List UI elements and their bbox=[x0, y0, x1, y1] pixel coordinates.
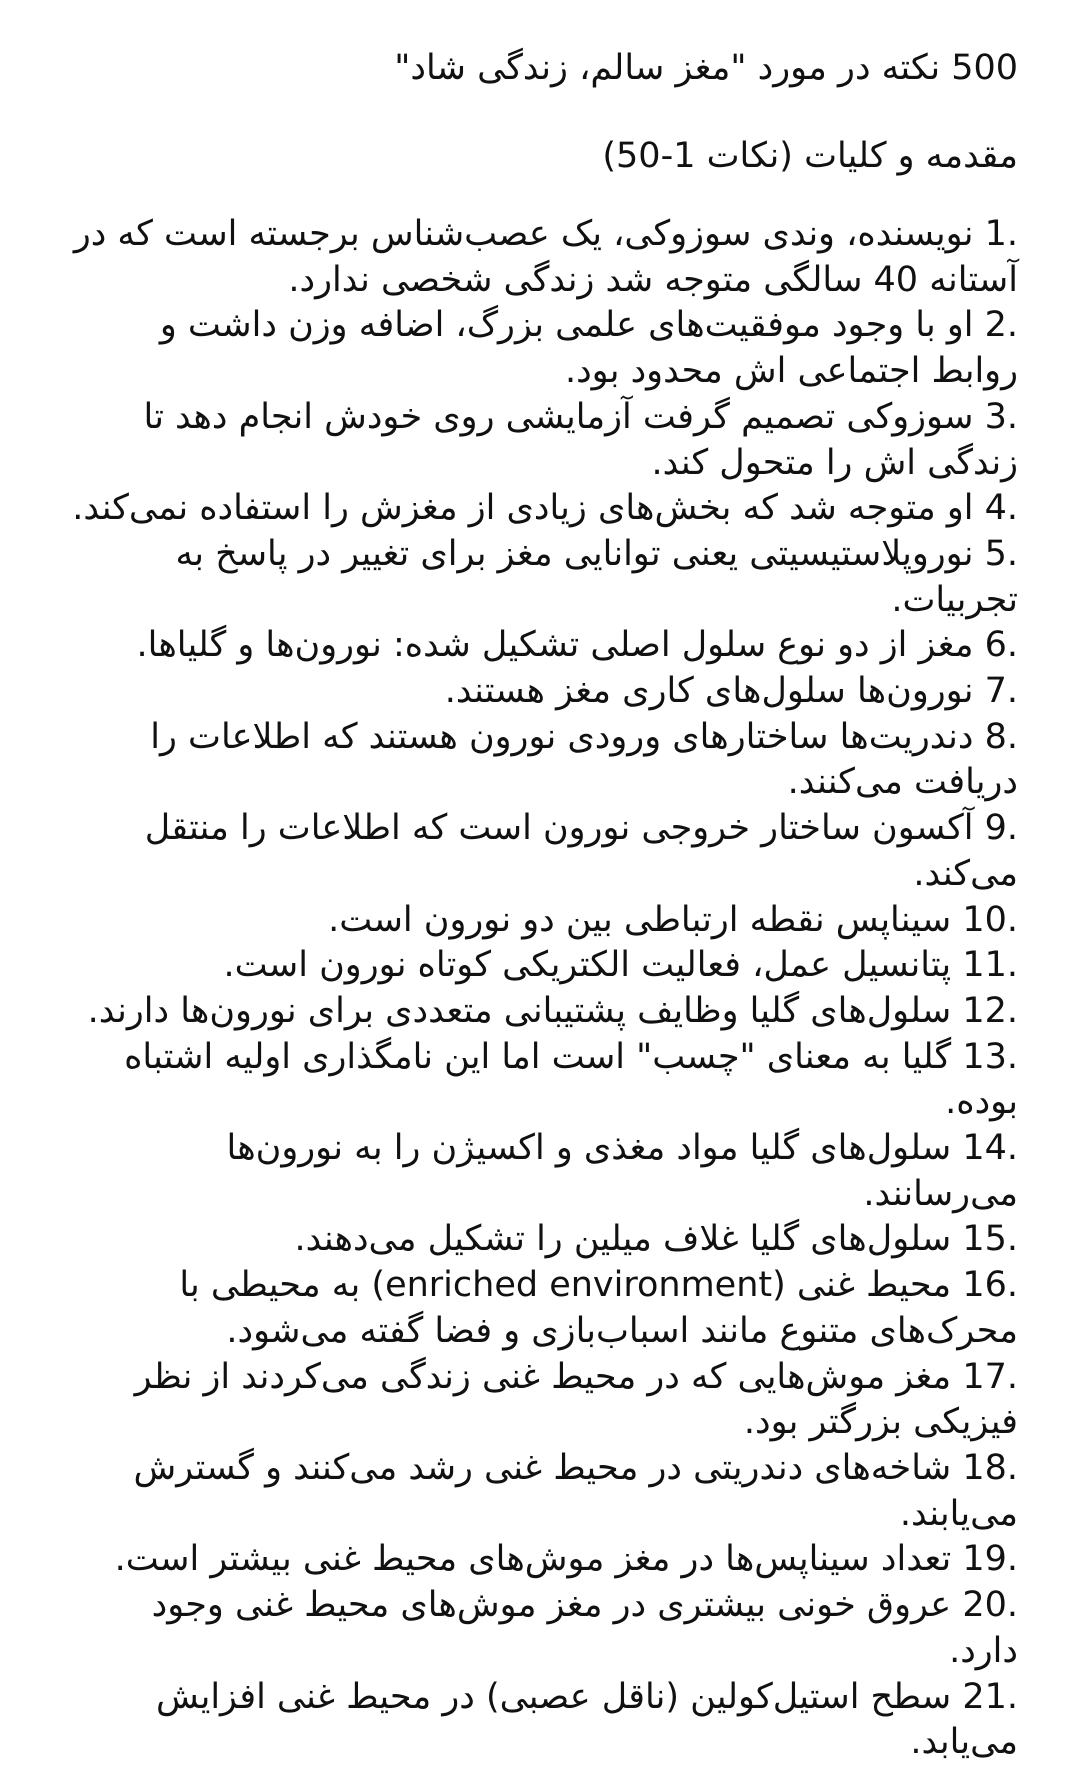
list-item-text: سطح استیل‌کولین (ناقل عصبی) در محیط غنی افزایش می‌یابد. bbox=[155, 1676, 1018, 1763]
list-item-text: مغز از دو نوع سلول اصلی تشکیل شده: نورون‌ها و گلیاها. bbox=[136, 625, 974, 666]
section-heading: مقدمه و کلیات (نکات 1-50) bbox=[602, 136, 1018, 176]
list-item-text: سوزوکی تصمیم گرفت آزمایشی روی خودش انجام دهد تا زندگی اش را متحول کند. bbox=[143, 396, 1018, 483]
list-item-number: 13. bbox=[962, 1036, 1018, 1077]
list-item bbox=[72, 1035, 1018, 1126]
points-list bbox=[72, 212, 1018, 1766]
list-item-number: 2. bbox=[984, 305, 1018, 346]
list-item-number: 17. bbox=[962, 1356, 1018, 1397]
list-item bbox=[72, 806, 1018, 897]
list-item-number: 12. bbox=[962, 990, 1018, 1031]
document-title: 500 نکته در مورد "مغز سالم، زندگی شاد" bbox=[394, 48, 1018, 88]
list-item bbox=[72, 395, 1018, 486]
list-item-number: 9. bbox=[984, 808, 1018, 849]
list-item bbox=[72, 623, 1018, 669]
list-item-number: 10. bbox=[962, 899, 1018, 940]
list-item-text: آکسون ساختار خروجی نورون است که اطلاعات را منتقل می‌کند. bbox=[144, 808, 1018, 894]
list-item-number: 11. bbox=[962, 945, 1018, 986]
list-item-number: 18. bbox=[962, 1447, 1018, 1488]
list-item-text: دندریت‌ها ساختارهای ورودی نورون هستند که اطلاعات را دریافت می‌کنند. bbox=[150, 716, 1018, 803]
list-item-number: 14. bbox=[962, 1128, 1018, 1169]
list-item-number: 20. bbox=[962, 1585, 1018, 1626]
list-item-number: 15. bbox=[962, 1219, 1018, 1260]
list-item-text: نورون‌ها سلول‌های کاری مغز هستند. bbox=[444, 671, 974, 712]
list-item bbox=[72, 1217, 1018, 1263]
list-item bbox=[72, 1675, 1018, 1766]
list-item-number: 19. bbox=[962, 1539, 1018, 1580]
list-item bbox=[72, 303, 1018, 394]
list-item-number: 4. bbox=[984, 488, 1018, 529]
list-item-text: سلول‌های گلیا مواد مغذی و اکسیژن را به نورون‌ها می‌رسانند. bbox=[226, 1128, 1018, 1214]
list-item-number: 16. bbox=[962, 1265, 1018, 1306]
list-item-number: 6. bbox=[984, 625, 1018, 666]
list-item bbox=[72, 669, 1018, 715]
list-item bbox=[72, 1263, 1018, 1354]
list-item-text: تعداد سیناپس‌ها در مغز موش‌های محیط غنی بیشتر است. bbox=[114, 1539, 952, 1580]
list-item-number: 21. bbox=[962, 1676, 1018, 1717]
list-item-text: نوروپلاستیسیتی یعنی توانایی مغز برای تغییر در پاسخ به تجربیات. bbox=[175, 533, 1018, 620]
list-item bbox=[72, 989, 1018, 1035]
list-item bbox=[72, 943, 1018, 989]
list-item bbox=[72, 1537, 1018, 1583]
list-item-text: نویسنده، وندی سوزوکی، یک عصب‌شناس برجسته است که در آستانه 40 سالگی متوجه شد زندگی شخصی ندارد. bbox=[73, 214, 1018, 300]
list-item bbox=[72, 212, 1018, 303]
list-item bbox=[72, 1126, 1018, 1217]
list-item-text: محیط غنی (enriched environment) به محیطی با محرک‌های متنوع مانند اسباب‌بازی و فضا گفته می‌شود. bbox=[179, 1265, 1018, 1351]
list-item-text: عروق خونی بیشتری در مغز موش‌های محیط غنی وجود دارد. bbox=[151, 1585, 1018, 1671]
list-item bbox=[72, 898, 1018, 944]
list-item-number: 3. bbox=[984, 396, 1018, 437]
list-item-number: 5. bbox=[984, 533, 1018, 574]
list-item-text: سلول‌های گلیا وظایف پشتیبانی متعددی برای نورون‌ها دارند. bbox=[87, 990, 952, 1031]
list-item bbox=[72, 486, 1018, 532]
list-item-text: سیناپس نقطه ارتباطی بین دو نورون است. bbox=[328, 899, 952, 940]
list-item-text: شاخه‌های دندریتی در محیط غنی رشد می‌کنند و گسترش می‌یابند. bbox=[133, 1447, 1018, 1534]
list-item bbox=[72, 532, 1018, 623]
list-item-text: او با وجود موفقیت‌های علمی بزرگ، اضافه وزن داشت و روابط اجتماعی اش محدود بود. bbox=[159, 305, 1018, 392]
list-item bbox=[72, 1583, 1018, 1674]
list-item-text: او متوجه شد که بخش‌های زیادی از مغزش را استفاده نمی‌کند. bbox=[72, 488, 974, 529]
list-item bbox=[72, 1446, 1018, 1537]
list-item-number: 1. bbox=[984, 214, 1018, 254]
list-item-text: پتانسیل عمل، فعالیت الکتریکی کوتاه نورون است. bbox=[223, 945, 952, 986]
list-item-number: 7. bbox=[984, 671, 1018, 712]
list-item bbox=[72, 715, 1018, 806]
list-item-number: 8. bbox=[984, 716, 1018, 757]
list-item bbox=[72, 1355, 1018, 1446]
list-item-text: سلول‌های گلیا غلاف میلین را تشکیل می‌دهند. bbox=[294, 1219, 952, 1260]
list-item-text: مغز موش‌هایی که در محیط غنی زندگی می‌کردند از نظر فیزیکی بزرگتر بود. bbox=[134, 1356, 1018, 1443]
list-item-text: گلیا به معنای "چسب" است اما این نامگذاری اولیه اشتباه بوده. bbox=[124, 1036, 1018, 1123]
